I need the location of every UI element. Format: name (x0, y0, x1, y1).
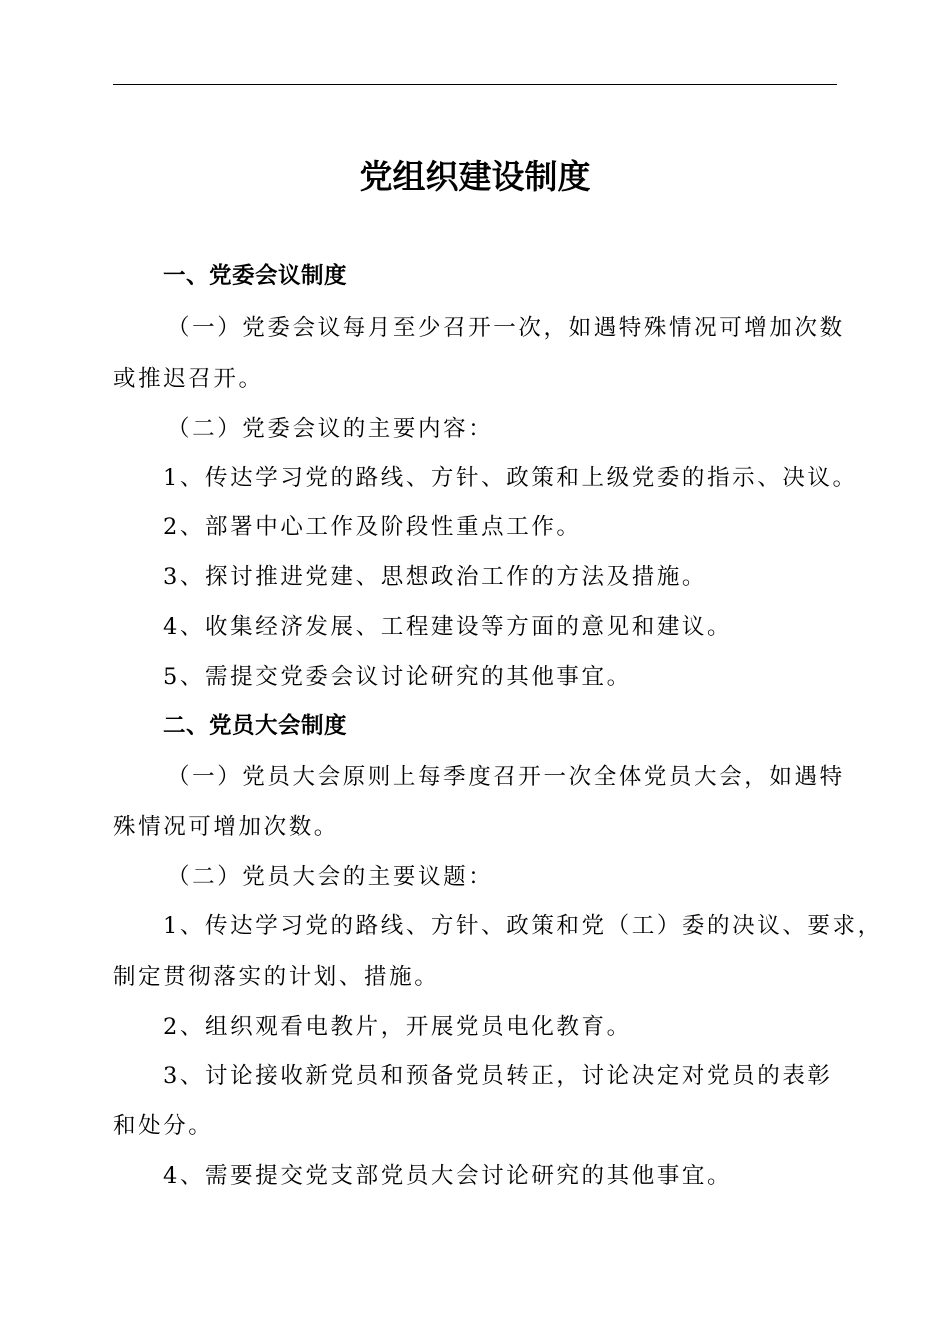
paragraph-line: 制定贯彻落实的计划、措施。 (113, 964, 440, 990)
paragraph-line: 3、讨论接收新党员和预备党员转正，讨论决定对党员的表彰 (163, 1063, 833, 1089)
paragraph-line: （一）党委会议每月至少召开一次，如遇特殊情况可增加次数 (167, 315, 845, 341)
paragraph-line: 4、需要提交党支部党员大会讨论研究的其他事宜。 (163, 1163, 733, 1189)
paragraph-line: 和处分。 (113, 1113, 214, 1139)
section-heading: 二、党员大会制度 (163, 713, 348, 739)
paragraph-line: 4、收集经济发展、工程建设等方面的意见和建议。 (163, 614, 733, 640)
paragraph-line: （一）党员大会原则上每季度召开一次全体党员大会，如遇特 (167, 764, 845, 790)
paragraph-line: 1、传达学习党的路线、方针、政策和党（工）委的决议、要求， (163, 913, 883, 939)
paragraph-line: （二）党委会议的主要内容： (167, 416, 494, 442)
paragraph-line: 或推迟召开。 (113, 366, 264, 392)
paragraph-line: 3、探讨推进党建、思想政治工作的方法及措施。 (163, 564, 708, 590)
paragraph-line: 殊情况可增加次数。 (113, 814, 339, 840)
paragraph-line: 5、需提交党委会议讨论研究的其他事宜。 (163, 664, 632, 690)
paragraph-line: 1、传达学习党的路线、方针、政策和上级党委的指示、决议。 (163, 465, 858, 491)
section-heading: 一、党委会议制度 (163, 263, 348, 289)
document-title: 党组织建设制度 (359, 157, 591, 196)
paragraph-line: 2、组织观看电教片，开展党员电化教育。 (163, 1014, 632, 1040)
header-rule (113, 84, 837, 85)
paragraph-line: （二）党员大会的主要议题： (167, 864, 494, 890)
paragraph-line: 2、部署中心工作及阶段性重点工作。 (163, 514, 582, 540)
